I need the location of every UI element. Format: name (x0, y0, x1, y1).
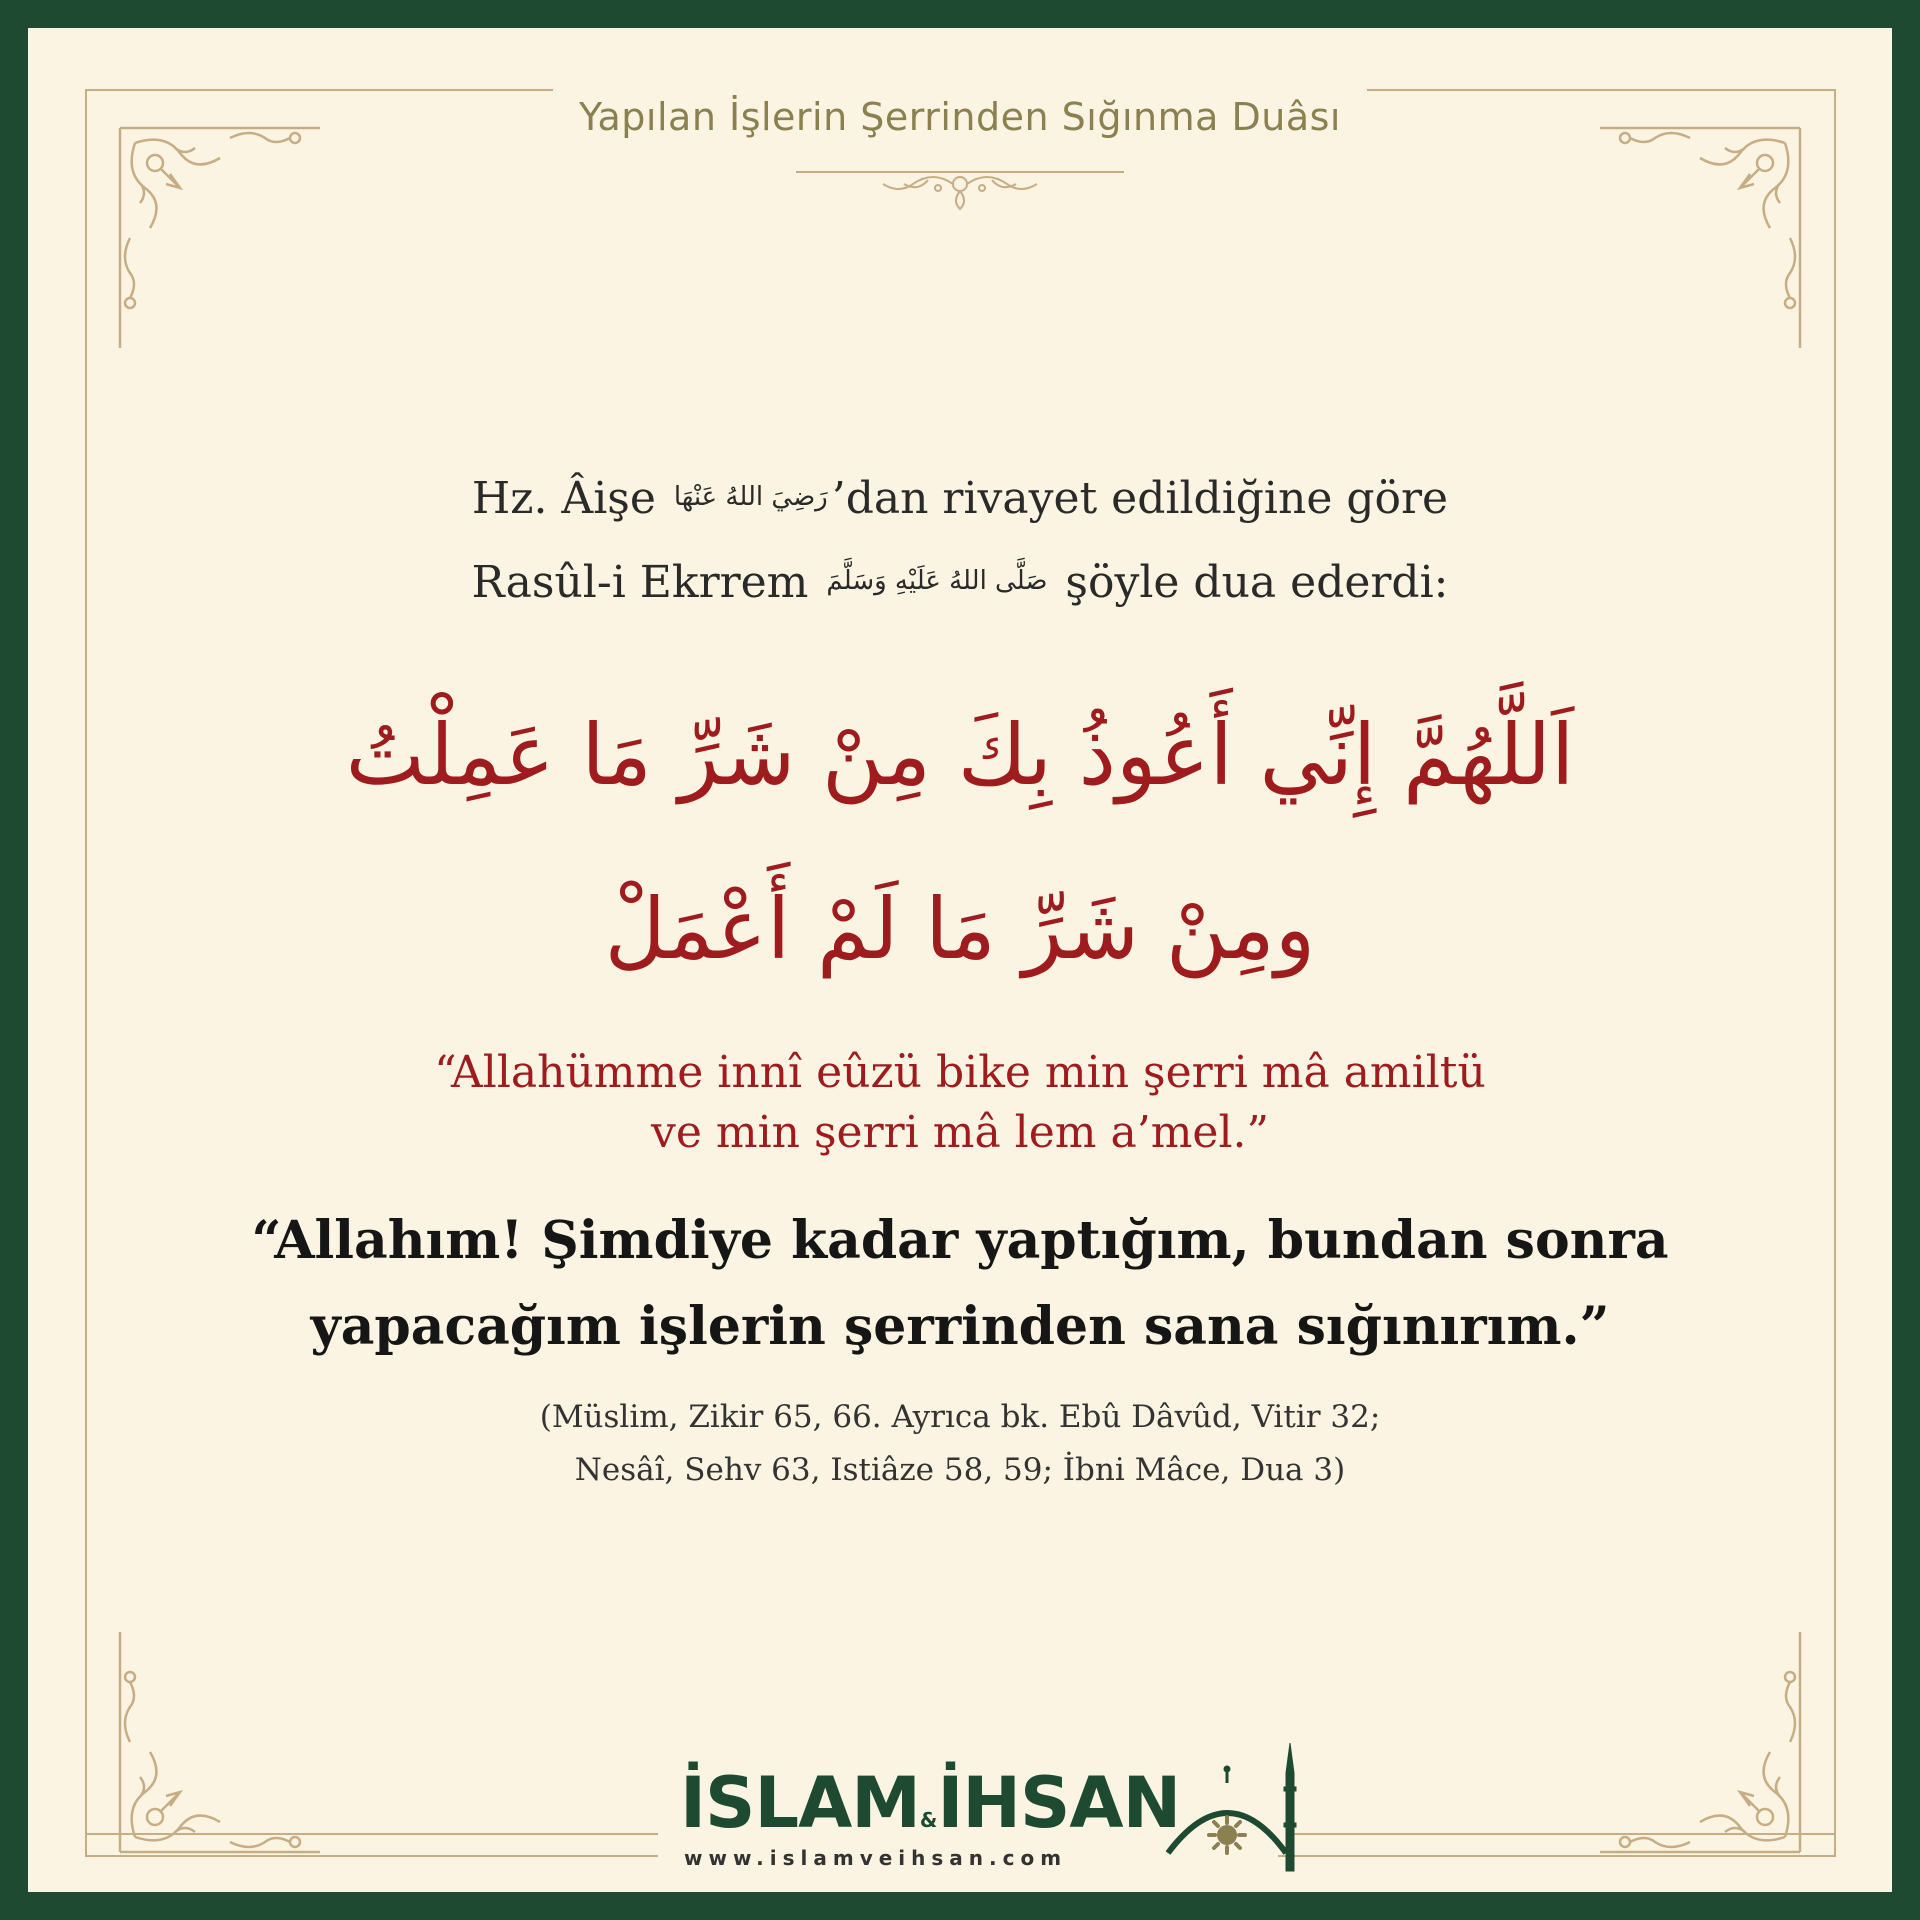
intro-text (28, 456, 1892, 624)
intro-line-1-start: Hz. Âişe (471, 473, 656, 524)
intro-line-2-end: şöyle dua ederdi: (1065, 557, 1449, 608)
card (28, 28, 1892, 1892)
meaning-line-1: “Allahım! Şimdiye kadar yaptığım, bundan sonra (251, 1210, 1669, 1271)
honorific-salawat: صَلَّى اللهُ عَلَيْهِ وَسَلَّمَ (826, 566, 1048, 596)
logo-ampersand: & (919, 1808, 938, 1832)
logo-ihsan: İHSAN (937, 1762, 1181, 1844)
source-citation (28, 1391, 1892, 1497)
page-title: Yapılan İşlerin Şerrinden Sığınma Duâsı (553, 84, 1367, 150)
meaning (28, 1198, 1892, 1370)
intro-line-1-end: ’dan rivayet edildiğine göre (831, 473, 1449, 524)
intro-line-2-start: Rasûl-i Ekrrem (471, 557, 809, 608)
arabic-line-2: ومِنْ شَرِّ مَا لَمْ أَعْمَلْ (604, 880, 1316, 978)
footer-divider-right (1293, 1833, 1836, 1835)
footer-divider-left (85, 1833, 665, 1835)
website-url: www.islamveihsan.com (684, 1846, 1068, 1870)
corner-ornament-icon (1590, 108, 1820, 358)
mosque-icon (1158, 1743, 1308, 1873)
source-line-1: (Müslim, Zikir 65, 66. Ayrıca bk. Ebû Dâvûd, Vitir 32; (539, 1399, 1381, 1435)
source-line-2: Nesâî, Sehv 63, Istiâze 58, 59; İbni Mâce, Dua 3) (574, 1452, 1346, 1488)
corner-ornament-icon (100, 108, 330, 358)
transliteration-line-2: ve min şerri mâ lem a’mel.” (650, 1107, 1270, 1158)
arabic-dua (28, 668, 1892, 1016)
meaning-line-2: yapacağım işlerin şerrinden sana sığınırım.” (310, 1296, 1610, 1357)
intro-line-1 (28, 456, 1892, 540)
logo-islam: İSLAM (680, 1762, 920, 1844)
transliteration (28, 1043, 1892, 1163)
arabic-line-1: اَللَّهُمَّ إِنِّي أَعُوذُ بِكَ مِنْ شَرِّ مَا عَمِلْتُ (345, 706, 1575, 804)
honorific-radiyallahu: رَضِيَ اللهُ عَنْهَا (673, 482, 828, 512)
transliteration-line-1: “Allahümme innî eûzü bike min şerri mâ amiltü (434, 1047, 1486, 1098)
header-ornament-icon (788, 158, 1132, 218)
intro-line-2 (28, 540, 1892, 624)
